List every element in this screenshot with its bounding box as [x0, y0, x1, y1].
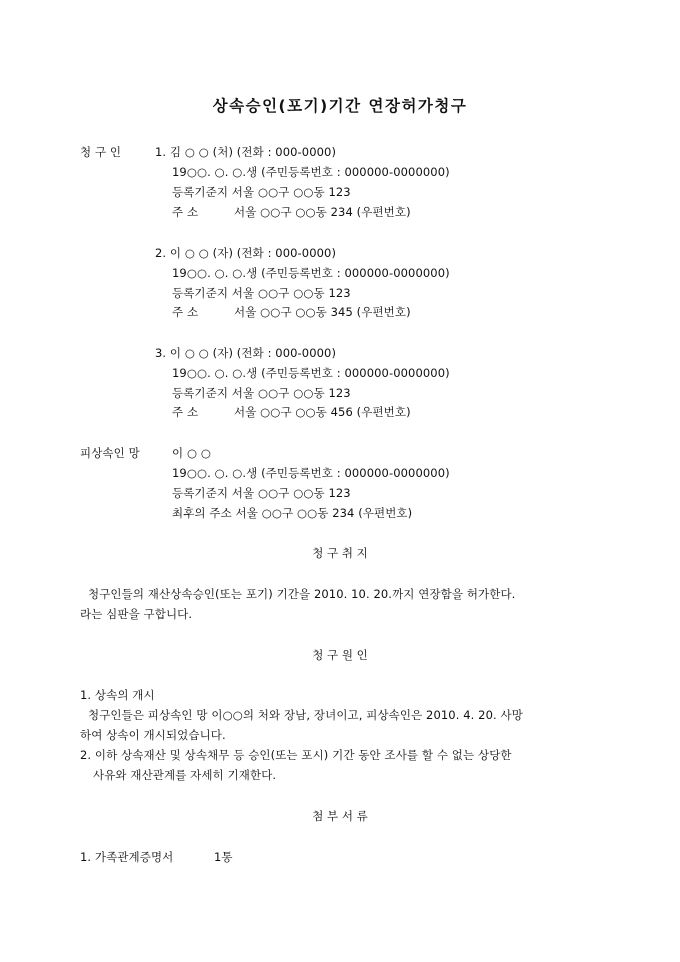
- cause-item-1-line-2: 하여 상속이 개시되었습니다.: [80, 728, 226, 742]
- cause-item-1-line-1: 청구인들은 피상속인 망 이○○의 처와 장남, 장녀이고, 피상속인은 2010. 4. 20. 사망: [88, 708, 523, 722]
- claimant-3-birth: 19○○. ○. ○.생 (주민등록번호 : 000000-0000000): [172, 366, 450, 380]
- purpose-line-2: 라는 심판을 구합니다.: [80, 607, 193, 621]
- claimant-3-registration: 등록기준지 서울 ○○구 ○○동 123: [172, 386, 351, 400]
- cause-item-2-line-2: 사유와 재산관계를 자세히 기재한다.: [93, 768, 277, 782]
- claimant-3-address: 서울 ○○구 ○○동 456 (우편번호): [234, 405, 411, 419]
- claimant-3-address-label: 주 소: [172, 405, 199, 419]
- cause-heading: 청 구 원 인: [312, 648, 368, 662]
- claimant-2-address: 서울 ○○구 ○○동 345 (우편번호): [234, 305, 411, 319]
- claimant-label: 청 구 인: [80, 145, 122, 159]
- purpose-line-1: 청구인들의 재산상속승인(또는 포기) 기간을 2010. 10. 20.까지 연장함을 허가한다.: [88, 587, 516, 601]
- claimant-1-registration: 등록기준지 서울 ○○구 ○○동 123: [172, 185, 351, 199]
- claimant-2-birth: 19○○. ○. ○.생 (주민등록번호 : 000000-0000000): [172, 266, 450, 280]
- attachment-item-count: 1통: [214, 850, 233, 864]
- attachments-heading: 첨 부 서 류: [312, 809, 368, 823]
- claimant-3-name: 3. 이 ○ ○ (자) (전화 : 000-0000): [155, 346, 337, 360]
- claimant-1-address: 서울 ○○구 ○○동 234 (우편번호): [234, 205, 411, 219]
- claimant-1-name: 1. 김 ○ ○ (처) (전화 : 000-0000): [155, 145, 337, 159]
- claimant-2-registration: 등록기준지 서울 ○○구 ○○동 123: [172, 286, 351, 300]
- deceased-name: 이 ○ ○: [172, 446, 211, 460]
- attachment-item-name: 1. 가족관계증명서: [80, 850, 174, 864]
- purpose-heading: 청 구 취 지: [312, 546, 368, 560]
- deceased-last-address: 최후의 주소 서울 ○○구 ○○동 234 (우편번호): [172, 506, 413, 520]
- document-title: 상속승인(포기)기간 연장허가청구: [212, 97, 468, 115]
- deceased-birth: 19○○. ○. ○.생 (주민등록번호 : 000000-0000000): [172, 466, 450, 480]
- claimant-2-name: 2. 이 ○ ○ (자) (전화 : 000-0000): [155, 246, 337, 260]
- claimant-2-address-label: 주 소: [172, 305, 199, 319]
- deceased-registration: 등록기준지 서울 ○○구 ○○동 123: [172, 486, 351, 500]
- deceased-label: 피상속인 망: [80, 446, 140, 460]
- cause-item-2-line-1: 2. 이하 상속재산 및 상속채무 등 승인(또는 포시) 기간 동안 조사를 할 수 없는 상당한: [80, 748, 512, 762]
- claimant-1-address-label: 주 소: [172, 205, 199, 219]
- claimant-1-birth: 19○○. ○. ○.생 (주민등록번호 : 000000-0000000): [172, 165, 450, 179]
- cause-item-1-title: 1. 상속의 개시: [80, 688, 155, 702]
